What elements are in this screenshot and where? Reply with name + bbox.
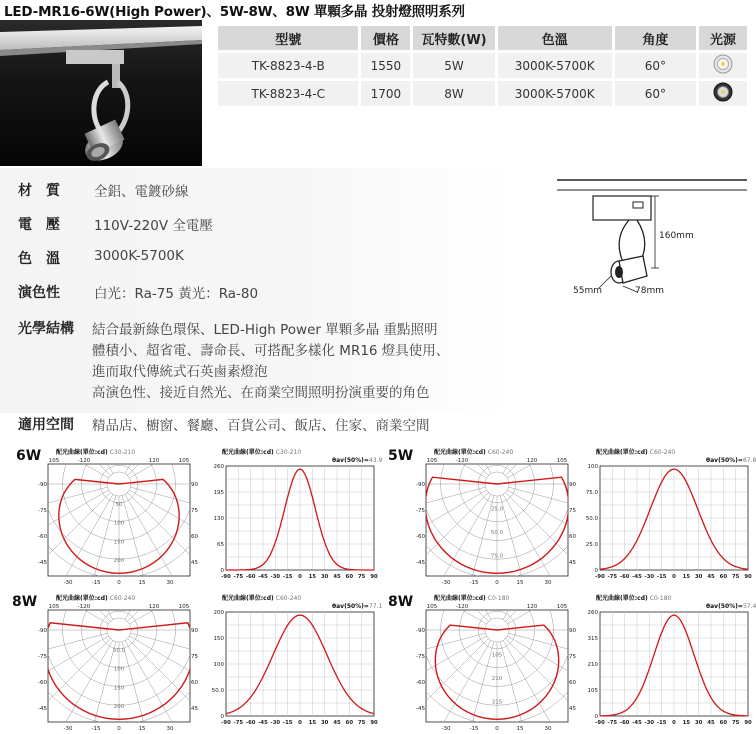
polar-right-tick: 90 bbox=[569, 628, 576, 634]
x-tick-label: 60 bbox=[719, 574, 728, 580]
polar-top-tick: 105 bbox=[178, 604, 190, 610]
polar-right-tick: 75 bbox=[569, 654, 576, 660]
cell-model: TK-8823-4-C bbox=[218, 81, 358, 106]
usage-label: 適用空間 bbox=[18, 417, 74, 433]
y-tick-label: 100 bbox=[213, 662, 224, 668]
polar-left-tick: -75 bbox=[38, 508, 47, 514]
cell-watt: 8W bbox=[413, 81, 494, 106]
x-tick-label: -90 bbox=[595, 720, 605, 726]
y-tick-label: 210 bbox=[587, 662, 598, 668]
x-tick-label: -30 bbox=[644, 720, 655, 726]
x-tick-label: 15 bbox=[308, 574, 317, 580]
polar-top-tick: -120 bbox=[455, 458, 469, 464]
polar-left-tick: -60 bbox=[38, 534, 47, 540]
header-model: 型號 bbox=[218, 26, 358, 50]
polar-bottom-tick: 30 bbox=[166, 580, 174, 586]
polar-right-tick: 60 bbox=[191, 680, 198, 686]
material-label: 材 質 bbox=[18, 183, 60, 199]
polar-right-tick: 60 bbox=[569, 680, 576, 686]
x-tick-label: -30 bbox=[270, 720, 281, 726]
y-tick-label: 100 bbox=[587, 464, 598, 470]
cell-angle: 60° bbox=[615, 81, 696, 106]
polar-top-tick: -120 bbox=[455, 604, 469, 610]
material-value: 全鋁、電鍍砂線 bbox=[94, 184, 189, 200]
table-row bbox=[218, 53, 747, 78]
polar-left-tick: -90 bbox=[416, 482, 425, 488]
x-tick-label: -75 bbox=[607, 720, 618, 726]
y-tick-label: 0 bbox=[594, 714, 598, 720]
x-tick-label: -60 bbox=[619, 574, 630, 580]
polar-left-tick: -90 bbox=[38, 628, 47, 634]
x-tick-label: 30 bbox=[694, 720, 703, 726]
cell-temp: 3000K-5700K bbox=[498, 81, 612, 106]
x-tick-label: 30 bbox=[694, 574, 703, 580]
x-tick-label: 60 bbox=[345, 720, 354, 726]
x-tick-label: 0 bbox=[298, 574, 302, 580]
polar-bottom-tick: -15 bbox=[469, 726, 479, 732]
polar-chart bbox=[418, 600, 576, 734]
polar-bottom-tick: 0 bbox=[495, 726, 499, 732]
cartesian-chart bbox=[204, 604, 382, 734]
polar-bottom-tick: 0 bbox=[117, 726, 121, 732]
polar-left-tick: -45 bbox=[416, 706, 425, 712]
optics-line-1: 結合最新綠色環保、LED-High Power 單顆多晶 重點照明 bbox=[92, 322, 438, 338]
x-tick-label: -90 bbox=[221, 574, 231, 580]
polar-bottom-tick: -30 bbox=[441, 580, 451, 586]
spec-table bbox=[215, 23, 750, 109]
color-temp-label: 色 溫 bbox=[18, 251, 60, 267]
x-tick-label: 45 bbox=[707, 720, 715, 726]
x-tick-label: 15 bbox=[308, 720, 317, 726]
x-tick-label: -15 bbox=[656, 720, 667, 726]
x-tick-label: -15 bbox=[656, 574, 667, 580]
polar-left-tick: -75 bbox=[38, 654, 47, 660]
polar-top-tick: 105 bbox=[48, 458, 60, 464]
x-tick-label: 30 bbox=[320, 720, 329, 726]
polar-right-tick: 75 bbox=[191, 508, 198, 514]
cell-price: 1550 bbox=[361, 53, 410, 78]
x-tick-label: 75 bbox=[731, 720, 740, 726]
polar-bottom-tick: 30 bbox=[544, 580, 552, 586]
led-bulb-icon bbox=[712, 53, 734, 75]
beam-angle-note: θav(50%)=57.4 bbox=[706, 603, 756, 610]
polar-top-tick: 105 bbox=[556, 604, 568, 610]
y-tick-label: 50.0 bbox=[585, 516, 598, 522]
polar-bottom-tick: 15 bbox=[516, 580, 524, 586]
polar-bottom-tick: 0 bbox=[117, 580, 121, 586]
polar-bottom-tick: -30 bbox=[441, 726, 451, 732]
x-tick-label: 75 bbox=[357, 574, 366, 580]
led-bulb-icon bbox=[712, 81, 734, 103]
polar-bottom-tick: -15 bbox=[469, 580, 479, 586]
voltage-value: 110V-220V 全電壓 bbox=[94, 218, 213, 234]
y-tick-label: 50.0 bbox=[211, 688, 224, 694]
polar-bottom-tick: 15 bbox=[138, 580, 146, 586]
x-tick-label: 0 bbox=[298, 720, 302, 726]
polar-ring-label: 50.0 bbox=[490, 530, 504, 536]
cell-temp: 3000K-5700K bbox=[498, 53, 612, 78]
usage-value: 精品店、櫥窗、餐廳、百貨公司、飯店、住家、商業空間 bbox=[92, 418, 430, 434]
polar-left-tick: -90 bbox=[38, 482, 47, 488]
x-tick-label: -45 bbox=[258, 574, 268, 580]
cell-source bbox=[699, 81, 747, 106]
polar-left-tick: -60 bbox=[416, 680, 425, 686]
polar-ring-label: 200 bbox=[113, 704, 125, 711]
polar-right-tick: 75 bbox=[191, 654, 198, 660]
group-watt-label: 5W bbox=[388, 448, 414, 464]
polar-ring-label: 50.0 bbox=[112, 647, 126, 654]
polar-right-tick: 60 bbox=[569, 534, 576, 540]
beam-angle-note: θav(50%)=77.1 bbox=[332, 603, 383, 610]
x-tick-label: -15 bbox=[282, 574, 293, 580]
polar-ring-label: 150 bbox=[113, 685, 125, 692]
table-header-row bbox=[218, 26, 747, 50]
x-tick-label: -75 bbox=[233, 574, 244, 580]
x-tick-label: -75 bbox=[607, 574, 618, 580]
polar-top-tick: 120 bbox=[148, 604, 160, 610]
x-tick-label: 90 bbox=[370, 574, 378, 580]
polar-ring-label: 25.0 bbox=[490, 506, 504, 513]
polar-right-tick: 75 bbox=[569, 508, 576, 514]
optics-line-3: 進而取代傳統式石英鹵素燈泡 bbox=[92, 364, 268, 380]
polar-top-tick: 105 bbox=[178, 458, 190, 464]
color-temp-value: 3000K-5700K bbox=[94, 248, 184, 264]
voltage-label: 電 壓 bbox=[18, 217, 60, 233]
y-tick-label: 315 bbox=[587, 636, 598, 642]
y-tick-label: 0 bbox=[594, 568, 598, 574]
polar-top-tick: 105 bbox=[48, 604, 60, 610]
beam-angle-note: θav(50%)=43.9 bbox=[332, 457, 383, 464]
beam-angle-note: θav(50%)=67.8 bbox=[706, 457, 756, 464]
x-tick-label: 45 bbox=[707, 574, 715, 580]
polar-right-tick: 45 bbox=[191, 706, 198, 712]
x-tick-label: 0 bbox=[672, 574, 676, 580]
polar-bottom-tick: -30 bbox=[63, 726, 73, 732]
polar-left-tick: -45 bbox=[38, 706, 47, 712]
polar-left-tick: -90 bbox=[416, 628, 425, 634]
polar-chart bbox=[40, 600, 198, 734]
polar-ring-label: 100 bbox=[113, 520, 125, 527]
polar-bottom-tick: -15 bbox=[91, 580, 101, 586]
header-watt: 瓦特數(W) bbox=[413, 26, 494, 50]
x-tick-label: -60 bbox=[619, 720, 630, 726]
cartesian-chart-title: 配光曲線(單位:cd) C60-240 bbox=[222, 595, 302, 602]
polar-left-tick: -75 bbox=[416, 508, 425, 514]
polar-ring-label: 210 bbox=[491, 676, 503, 682]
header-temp: 色溫 bbox=[498, 26, 612, 50]
properties-panel bbox=[0, 168, 510, 413]
polar-left-tick: -60 bbox=[416, 534, 425, 540]
y-tick-label: 105 bbox=[587, 688, 598, 694]
polar-chart bbox=[418, 454, 576, 588]
cartesian-chart bbox=[204, 458, 382, 588]
polar-ring-label: 105 bbox=[491, 652, 503, 659]
cell-watt: 5W bbox=[413, 53, 494, 78]
polar-bottom-tick: -30 bbox=[63, 580, 73, 586]
x-tick-label: 0 bbox=[672, 720, 676, 726]
header-price: 價格 bbox=[361, 26, 410, 50]
polar-ring-label: 315 bbox=[491, 699, 503, 706]
x-tick-label: 30 bbox=[320, 574, 329, 580]
x-tick-label: 75 bbox=[357, 720, 366, 726]
x-tick-label: 15 bbox=[682, 720, 691, 726]
polar-ring-label: 75.0 bbox=[490, 553, 504, 560]
x-tick-label: 75 bbox=[731, 574, 740, 580]
polar-chart-title: 配光曲線(單位:cd) C60-240 bbox=[434, 449, 514, 456]
x-tick-label: -75 bbox=[233, 720, 244, 726]
polar-right-tick: 45 bbox=[569, 706, 576, 712]
polar-left-tick: -45 bbox=[38, 560, 47, 566]
optics-line-2: 體積小、超省電、壽命長、可搭配多樣化 MR16 燈具使用、 bbox=[92, 343, 450, 359]
x-tick-label: -30 bbox=[644, 574, 655, 580]
polar-bottom-tick: 15 bbox=[138, 726, 146, 732]
table-row bbox=[218, 81, 747, 106]
y-tick-label: 0 bbox=[220, 568, 224, 574]
cartesian-chart-title: 配光曲線(單位:cd) C30-210 bbox=[222, 449, 302, 456]
product-photo bbox=[0, 20, 202, 166]
x-tick-label: -90 bbox=[221, 720, 231, 726]
polar-ring-label: 50 bbox=[115, 501, 123, 508]
polar-bottom-tick: 30 bbox=[544, 726, 552, 732]
polar-bottom-tick: -15 bbox=[91, 726, 101, 732]
y-tick-label: 0 bbox=[220, 714, 224, 720]
polar-ring-label: 100 bbox=[113, 666, 125, 673]
polar-left-tick: -60 bbox=[38, 680, 47, 686]
polar-right-tick: 90 bbox=[191, 628, 198, 634]
x-tick-label: 90 bbox=[744, 574, 752, 580]
x-tick-label: -90 bbox=[595, 574, 605, 580]
polar-right-tick: 45 bbox=[569, 560, 576, 566]
dim-height: 160mm bbox=[659, 231, 694, 241]
x-tick-label: -45 bbox=[632, 574, 642, 580]
polar-right-tick: 90 bbox=[191, 482, 198, 488]
x-tick-label: -45 bbox=[258, 720, 268, 726]
x-tick-label: -45 bbox=[632, 720, 642, 726]
polar-chart-title: 配光曲線(單位:cd) C30-210 bbox=[56, 449, 136, 456]
polar-right-tick: 45 bbox=[191, 560, 198, 566]
x-tick-label: 90 bbox=[744, 720, 752, 726]
polar-top-tick: 120 bbox=[148, 458, 160, 464]
y-tick-label: 260 bbox=[587, 610, 598, 616]
cartesian-chart-title: 配光曲線(單位:cd) C60-240 bbox=[596, 449, 676, 456]
polar-right-tick: 60 bbox=[191, 534, 198, 540]
polar-top-tick: 120 bbox=[526, 458, 538, 464]
dimension-drawing bbox=[555, 176, 750, 311]
y-tick-label: 260 bbox=[213, 464, 224, 470]
y-tick-label: 75.0 bbox=[585, 490, 598, 496]
dim-width-1: 55mm bbox=[573, 286, 602, 296]
cartesian-chart-title: 配光曲線(單位:cd) C0-180 bbox=[596, 595, 672, 602]
x-tick-label: -60 bbox=[245, 574, 256, 580]
cell-source bbox=[699, 53, 747, 78]
polar-top-tick: 105 bbox=[426, 604, 438, 610]
track-light-image bbox=[0, 20, 202, 166]
cri-label: 演色性 bbox=[18, 285, 60, 301]
group-watt-label: 8W bbox=[12, 594, 38, 610]
polar-top-tick: -120 bbox=[77, 604, 91, 610]
optics-line-4: 高演色性、接近自然光、在商業空間照明扮演重要的角色 bbox=[92, 385, 430, 401]
polar-top-tick: 105 bbox=[556, 458, 568, 464]
polar-top-tick: -120 bbox=[77, 458, 91, 464]
cartesian-chart bbox=[578, 458, 756, 588]
x-tick-label: 90 bbox=[370, 720, 378, 726]
y-tick-label: 65 bbox=[217, 542, 224, 548]
header-angle: 角度 bbox=[615, 26, 696, 50]
polar-bottom-tick: 0 bbox=[495, 580, 499, 586]
optics-label: 光學結構 bbox=[18, 321, 74, 337]
x-tick-label: 45 bbox=[333, 720, 341, 726]
polar-chart-title: 配光曲線(單位:cd) C0-180 bbox=[434, 595, 510, 602]
polar-chart bbox=[40, 454, 198, 588]
y-tick-label: 195 bbox=[213, 490, 224, 496]
y-tick-label: 130 bbox=[213, 516, 224, 522]
polar-top-tick: 120 bbox=[526, 604, 538, 610]
polar-ring-label: 150 bbox=[113, 539, 125, 546]
y-tick-label: 200 bbox=[213, 610, 224, 616]
polar-chart-title: 配光曲線(單位:cd) C60-240 bbox=[56, 595, 136, 602]
x-tick-label: 60 bbox=[345, 574, 354, 580]
cell-price: 1700 bbox=[361, 81, 410, 106]
cell-angle: 60° bbox=[615, 53, 696, 78]
header-source: 光源 bbox=[699, 26, 747, 50]
cartesian-chart bbox=[578, 604, 756, 734]
y-tick-label: 25.0 bbox=[585, 542, 598, 548]
dim-width-2: 78mm bbox=[635, 286, 664, 296]
polar-left-tick: -75 bbox=[416, 654, 425, 660]
polar-bottom-tick: 30 bbox=[166, 726, 174, 732]
x-tick-label: 15 bbox=[682, 574, 691, 580]
polar-right-tick: 90 bbox=[569, 482, 576, 488]
polar-left-tick: -45 bbox=[416, 560, 425, 566]
x-tick-label: -15 bbox=[282, 720, 293, 726]
x-tick-label: -60 bbox=[245, 720, 256, 726]
polar-ring-label: 200 bbox=[113, 558, 125, 565]
y-tick-label: 150 bbox=[213, 636, 224, 642]
x-tick-label: 60 bbox=[719, 720, 728, 726]
cell-model: TK-8823-4-B bbox=[218, 53, 358, 78]
x-tick-label: -30 bbox=[270, 574, 281, 580]
polar-bottom-tick: 15 bbox=[516, 726, 524, 732]
group-watt-label: 8W bbox=[388, 594, 414, 610]
cri-value: 白光：Ra-75 黃光：Ra-80 bbox=[94, 286, 259, 302]
page-title: LED-MR16-6W(High Power)、5W-8W、8W 單顆多晶 投射燈照明系列 bbox=[4, 4, 465, 20]
group-watt-label: 6W bbox=[16, 448, 42, 464]
polar-top-tick: 105 bbox=[426, 458, 438, 464]
x-tick-label: 45 bbox=[333, 574, 341, 580]
